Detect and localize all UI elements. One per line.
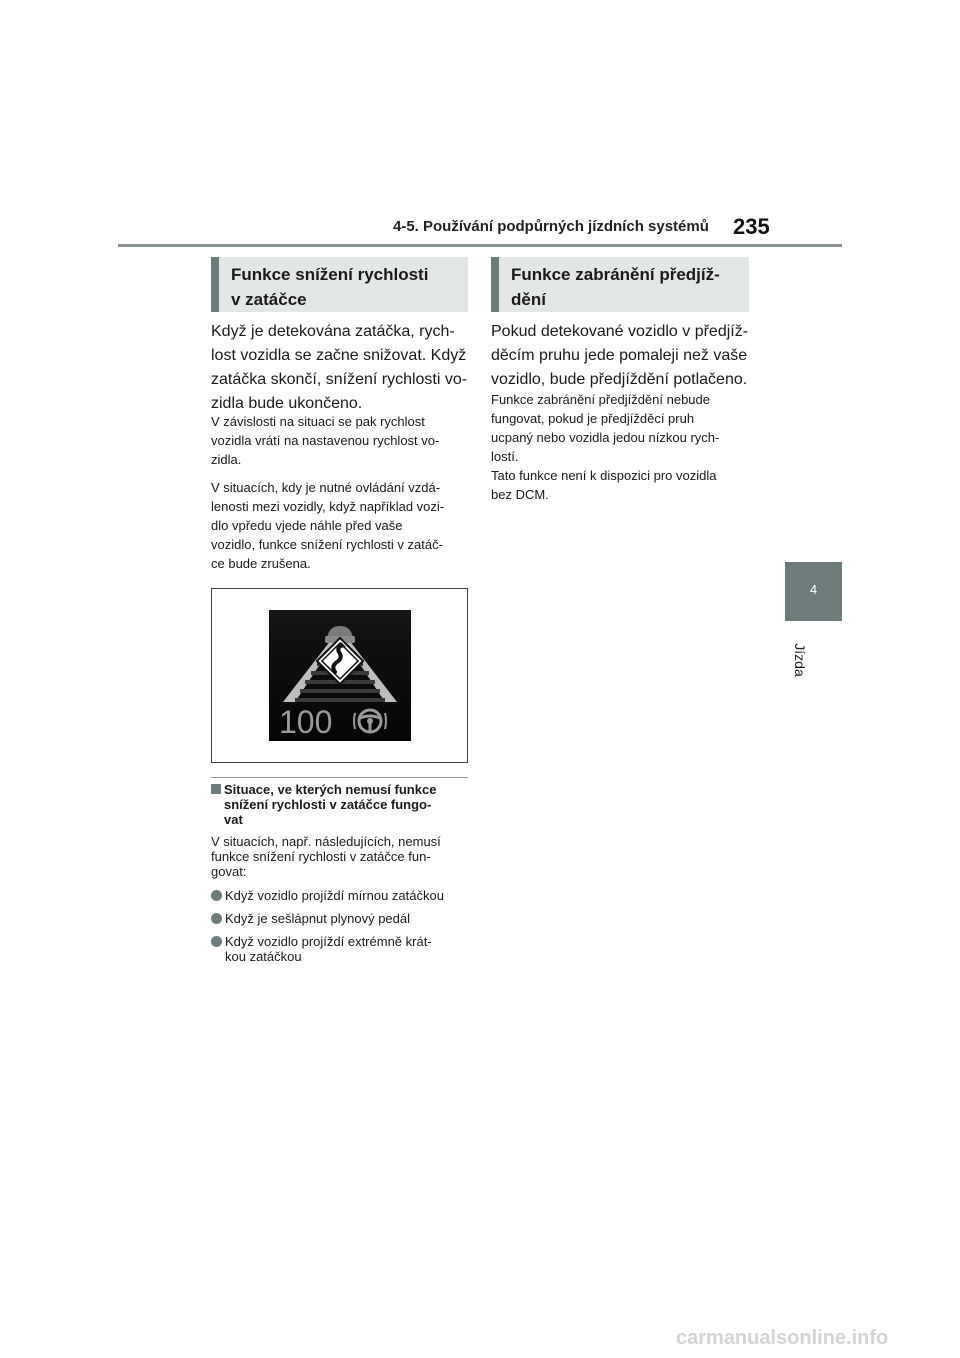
bullet-text-continued: kou zatáčkou [225, 949, 302, 964]
heading-text [231, 262, 428, 312]
list-item [211, 934, 469, 964]
text-line: dlo vpředu vjede náhle před vaše [211, 518, 403, 533]
text-line: ucpaný nebo vozidla jedou nízkou rych- [491, 430, 720, 445]
overtake-prevention-note [491, 390, 756, 504]
set-speed: 100 [279, 704, 333, 740]
text-line: funkce snížení rychlosti v zatáčce fun- [211, 849, 431, 864]
bullet-dot-icon [211, 890, 222, 901]
text-line: ce bude zrušena. [211, 556, 311, 571]
chapter-label-container [788, 632, 808, 692]
subhead-line-3: vat [224, 812, 243, 827]
square-bullet-icon [211, 784, 221, 794]
text-line: vozidlo, funkce snížení rychlosti v zatáč- [211, 537, 443, 552]
subhead-line-2: snížení rychlosti v zatáčce fungo- [224, 797, 432, 812]
watermark: carmanualsonline.info [676, 1327, 889, 1349]
text-line [211, 782, 469, 797]
text-line: lost vozidla se začne snižovat. Když [211, 347, 467, 364]
text-line: Pokud detekované vozidlo v předjíž- [491, 323, 749, 340]
subheading-limitations [211, 782, 469, 827]
text-line: Funkce zabránění předjíždění nebude [491, 392, 710, 407]
curve-speed-intro [211, 320, 471, 416]
heading-line-1: Funkce zabránění předjíž- [511, 265, 720, 284]
chapter-label: Jízda [792, 643, 808, 677]
text-line: Když je detekována zatáčka, rych- [211, 323, 455, 340]
heading-line-2: dění [511, 290, 546, 309]
list-item [211, 888, 469, 903]
multi-information-display [269, 610, 411, 741]
text-line: zidla. [211, 452, 242, 467]
curve-speed-note-1 [211, 412, 471, 469]
text-line: vozidlo, bude předjíždění potlačeno. [491, 371, 748, 388]
display-graphic [269, 610, 411, 741]
text-line: fungovat, pokud je předjížděcí pruh [491, 411, 695, 426]
bullet-dot-icon [211, 936, 222, 947]
text-line: lostí. [491, 449, 519, 464]
text-line: V situacích, např. následujících, nemusí [211, 834, 441, 849]
overtake-prevention-intro [491, 320, 756, 392]
bullet-dot-icon [211, 913, 222, 924]
figure-frame [211, 588, 468, 763]
section-heading-overtake-prevention [491, 257, 749, 312]
chapter-number: 4 [809, 582, 818, 597]
chapter-tab [785, 562, 842, 621]
section-heading-curve-speed [211, 257, 468, 312]
text-line: zidla bude ukončeno. [211, 395, 363, 412]
list-item [211, 911, 469, 926]
text-line: děcím pruhu jede pomaleji než vaše [491, 347, 748, 364]
section-divider [211, 777, 468, 778]
header-rule [118, 244, 842, 247]
text-line: zatáčka skončí, snížení rychlosti vo- [211, 371, 468, 388]
text-line: bez DCM. [491, 487, 549, 502]
text-line: V závislosti na situaci se pak rychlost [211, 414, 425, 429]
section-title: 4-5. Používání podpůrných jízdních systémů [393, 218, 709, 235]
curve-speed-note-2 [211, 478, 471, 573]
page-number: 235 [733, 214, 770, 239]
heading-text [511, 262, 720, 312]
limitations-intro [211, 834, 471, 879]
subhead-line-1: Situace, ve kterých nemusí funkce [224, 782, 437, 797]
text-line: lenosti mezi vozidly, když například vozi- [211, 499, 445, 514]
text-line: V situacích, kdy je nutné ovládání vzdá- [211, 480, 441, 495]
bullet-text: Když je sešlápnut plynový pedál [225, 911, 411, 926]
bullet-text: Když vozidlo projíždí extrémně krát- [225, 934, 432, 949]
text-line: vozidla vrátí na nastavenou rychlost vo- [211, 433, 440, 448]
heading-line-2: v zatáčce [231, 290, 307, 309]
text-line: Tato funkce není k dispozici pro vozidla [491, 468, 717, 483]
bullet-text: Když vozidlo projíždí mírnou zatáčkou [225, 888, 444, 903]
text-line: govat: [211, 864, 247, 879]
heading-line-1: Funkce snížení rychlosti [231, 265, 429, 284]
